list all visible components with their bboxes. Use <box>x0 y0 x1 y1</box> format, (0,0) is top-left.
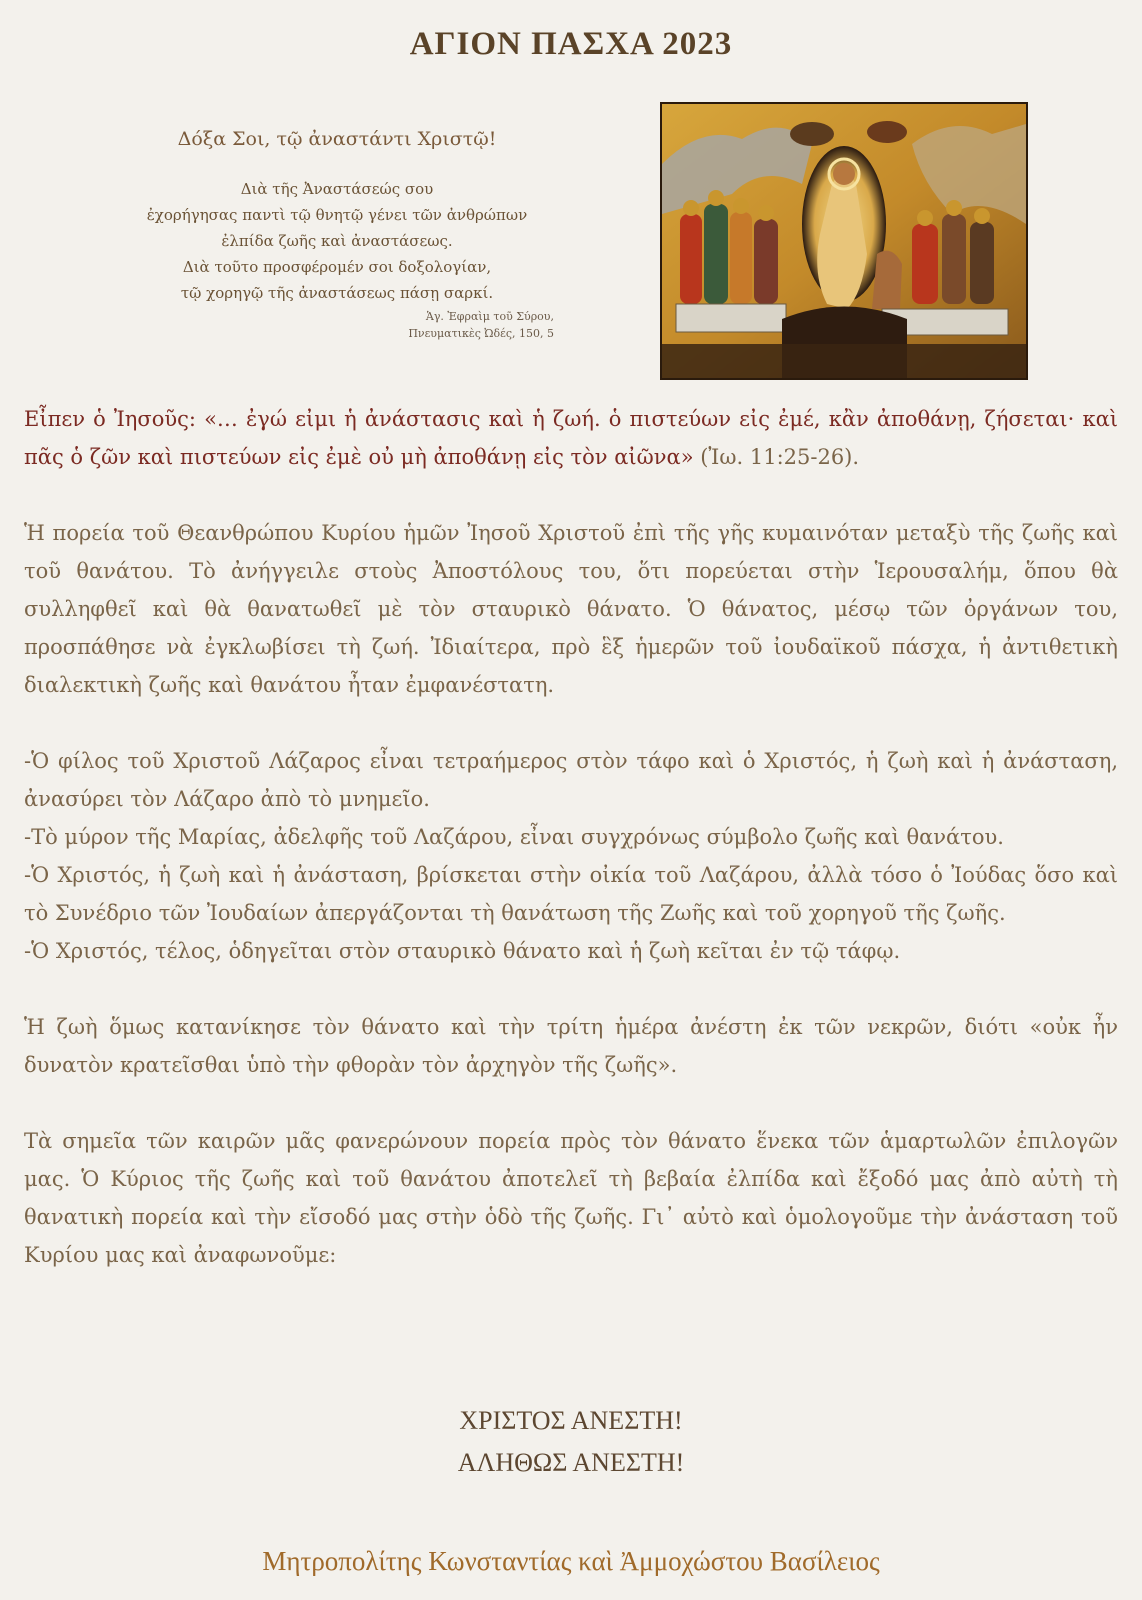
page-title: ΑΓΙΟΝ ΠΑΣΧΑ 2023 <box>409 26 733 62</box>
intro-quote: «… ἐγώ εἰμι ἡ ἀνάστασις καὶ ἡ ζωή. ὁ πιστεύων εἰς ἐμέ, κἂν ἀποθάνῃ, ζήσεται· καὶ πᾶς ὁ ζῶν καὶ πιστεύων εἰς ἐμὲ οὐ μὴ ἀποθάνῃ εἰς τὸν αἰῶνα» <box>24 407 1118 469</box>
resurrection-icon-art <box>662 104 1026 378</box>
paragraph-1: Ἡ πορεία τοῦ Θεανθρώπου Κυρίου ἡμῶν Ἰησοῦ Χριστοῦ ἐπὶ τῆς γῆς κυμαινόταν μεταξὺ τῆς ζωῆς καὶ τοῦ θανάτου. Τὸ ἀνήγγειλε στοὺς Ἀποστόλους του, ὅτι πορεύεται στὴν Ἱερουσαλήμ, ὅπου θὰ συλληφθεῖ καὶ θὰ θανατωθεῖ μὲ τὸν σταυρικὸ θάνατο. Ὁ θάνατος, μέσῳ τῶν ὀργάνων του, προσπάθησε νὰ ἐγκλωβίσει τὴ ζωή. Ἰδιαίτερα, πρὸ ἓξ ἡμερῶν τοῦ ἰουδαϊκοῦ πάσχα, ἡ ἀντιθετικὴ διαλεκτικὴ ζωῆς καὶ θανάτου ἦταν ἐμφανέστατη. <box>24 521 1118 697</box>
intro-reference: (Ἰω. 11:25-26). <box>693 445 860 469</box>
hymn-line: ἐλπίδα ζωῆς καὶ ἀναστάσεως. <box>221 232 453 250</box>
resurrection-icon <box>660 102 1028 380</box>
bullet-2: -Τὸ μύρον τῆς Μαρίας, ἀδελφῆς τοῦ Λαζάρου, εἶναι συγχρόνως σύμβολο ζωῆς καὶ θανάτου. <box>24 825 1004 849</box>
hymn-line: Διὰ τοῦτο προσφέρομέν σοι δοξολογίαν, <box>182 258 492 276</box>
hymn-block <box>112 128 562 342</box>
closing-line-1: ΧΡΙΣΤΟΣ ΑΝΕΣΤΗ! <box>459 1406 683 1435</box>
paragraph-2: Ἡ ζωὴ ὅμως κατανίκησε τὸν θάνατο καὶ τὴν τρίτη ἡμέρα ἀνέστη ἐκ τῶν νεκρῶν, διότι «οὐκ ἦν δυνατὸν κρατεῖσθαι ὑπὸ τὴν φθορὰν τὸν ἀρχηγὸν τῆς ζωῆς». <box>24 1015 1118 1077</box>
hymn-line: Διὰ τῆς Ἀναστάσεώς σου <box>240 180 434 198</box>
closing-line-2: ΑΛΗΘΩΣ ΑΝΕΣΤΗ! <box>457 1448 685 1477</box>
intro-paragraph <box>24 400 1118 476</box>
bullet-4: -Ὁ Χριστός, τέλος, ὁδηγεῖται στὸν σταυρικὸ θάνατο καὶ ἡ ζωὴ κεῖται ἐν τῷ τάφῳ. <box>24 939 901 963</box>
hymn-citation-source: Πνευματικὲς Ὠδές, 150, 5 <box>408 327 554 340</box>
hymn-line: ἐχορήγησας παντὶ τῷ θνητῷ γένει τῶν ἀνθρώπων <box>146 206 528 224</box>
hymn-citation-author: Ἁγ. Ἐφραὶμ τοῦ Σύρου, <box>425 310 554 323</box>
hymn-line: τῷ χορηγῷ τῆς ἀναστάσεως πάσῃ σαρκί. <box>180 284 494 302</box>
bullet-3: -Ὁ Χριστός, ἡ ζωὴ καὶ ἡ ἀνάσταση, βρίσκεται στὴν οἰκία τοῦ Λαζάρου, ἀλλὰ τόσο ὁ Ἰούδας ὅσο καὶ τὸ Συνέδριο τῶν Ἰουδαίων ἀπεργάζονται τὴ θανάτωση τῆς Ζωῆς καὶ τοῦ χορηγοῦ τῆς ζωῆς. <box>24 863 1118 925</box>
hymn-doxa: Δόξα Σοι, τῷ ἀναστάντι Χριστῷ! <box>177 128 497 150</box>
bullet-1: -Ὁ φίλος τοῦ Χριστοῦ Λάζαρος εἶναι τετραήμερος στὸν τάφο καὶ ὁ Χριστός, ἡ ζωὴ καὶ ἡ ἀνάσταση, ἀνασύρει τὸν Λάζαρο ἀπὸ τὸ μνημεῖο. <box>24 749 1118 811</box>
letter-body <box>24 400 1118 1274</box>
intro-lead: Εἶπεν ὁ Ἰησοῦς: <box>24 407 205 431</box>
hymn-citation <box>112 308 562 342</box>
paragraph-3: Τὰ σημεῖα τῶν καιρῶν μᾶς φανερώνουν πορεία πρὸς τὸν θάνατο ἕνεκα τῶν ἁμαρτωλῶν ἐπιλογῶν μας. Ὁ Κύριος τῆς ζωῆς καὶ τοῦ θανάτου ἀποτελεῖ τὴ βεβαία ἐλπίδα καὶ ἔξοδό μας ἀπὸ αὐτὴ τὴ θανατικὴ πορεία καὶ τὴν εἴσοδό μας στὴν ὁδὸ τῆς ζωῆς. Γι᾽ αὐτὸ καὶ ὁμολογοῦμε τὴν ἀνάσταση τοῦ Κυρίου μας καὶ ἀναφωνοῦμε: <box>24 1129 1118 1267</box>
signature: Μητροπολίτης Κωνσταντίας καὶ Ἀμμοχώστου Βασίλειος <box>262 1546 880 1576</box>
